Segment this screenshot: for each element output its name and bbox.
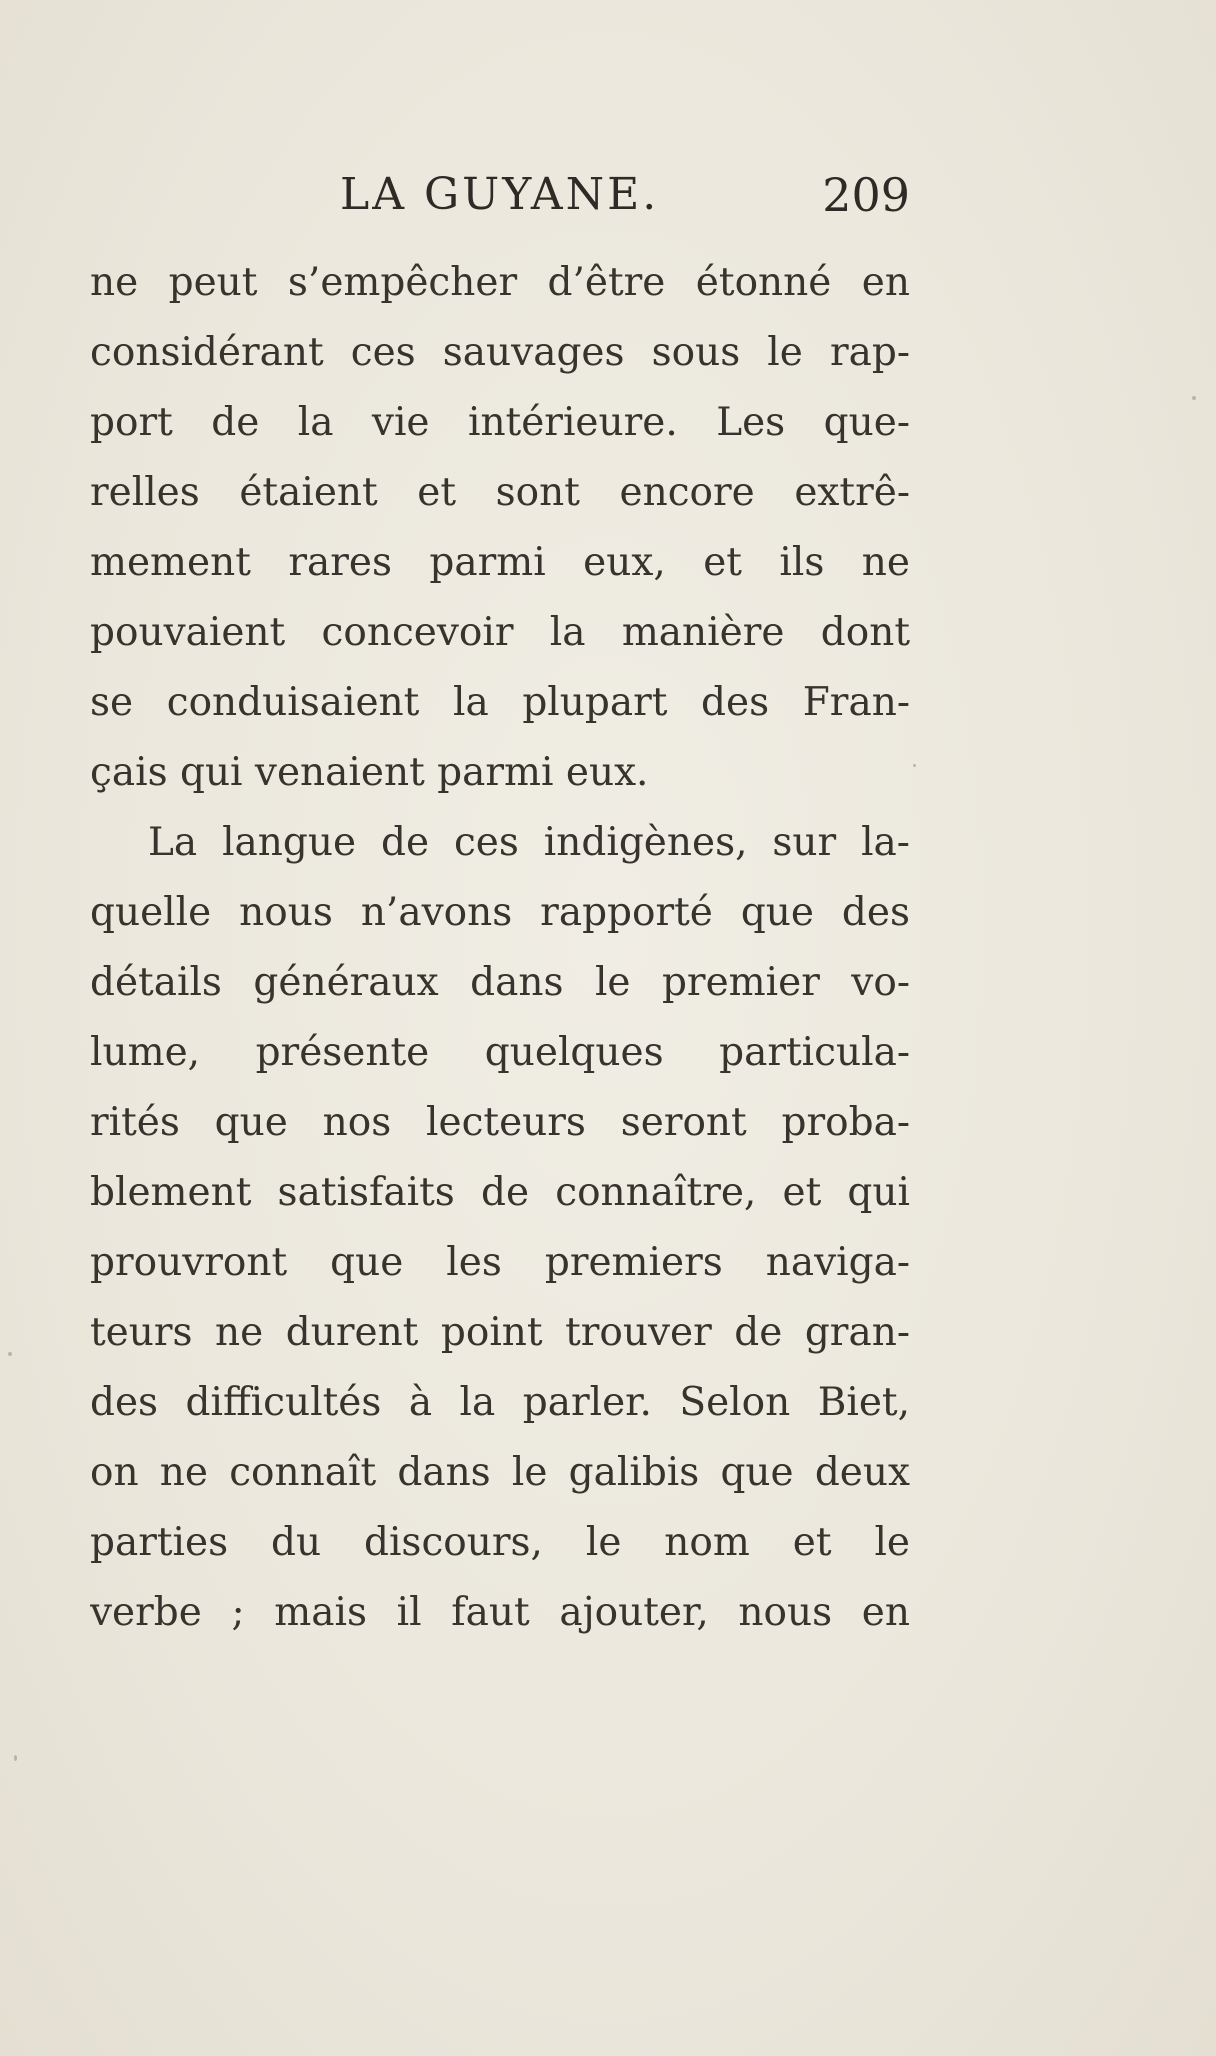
paper-speck bbox=[14, 1755, 17, 1761]
paper-speck bbox=[8, 1352, 12, 1356]
body-text bbox=[90, 248, 910, 1648]
page-header bbox=[90, 160, 910, 230]
text-line: pouvaient concevoir la manière dont bbox=[90, 610, 910, 655]
text-line: blement satisfaits de connaître, et qui bbox=[90, 1170, 910, 1215]
paper-speck bbox=[1192, 396, 1196, 400]
text-line: teurs ne durent point trouver de gran- bbox=[90, 1310, 910, 1355]
text-line: considérant ces sauvages sous le rap- bbox=[90, 330, 910, 375]
text-line: verbe ; mais il faut ajouter, nous en bbox=[90, 1590, 910, 1635]
text-line: La langue de ces indigènes, sur la- bbox=[148, 820, 910, 865]
page-number: 209 bbox=[822, 168, 910, 222]
text-line: quelle nous n’avons rapporté que des bbox=[90, 890, 910, 935]
text-line: çais qui venaient parmi eux. bbox=[90, 750, 649, 795]
text-line: lume, présente quelques particula- bbox=[90, 1030, 910, 1075]
text-line: détails généraux dans le premier vo- bbox=[90, 960, 910, 1005]
text-line: des difficultés à la parler. Selon Biet, bbox=[90, 1380, 910, 1425]
text-line: port de la vie intérieure. Les que- bbox=[90, 400, 910, 445]
running-title: LA GUYANE. bbox=[340, 169, 660, 220]
text-line: mement rares parmi eux, et ils ne bbox=[90, 540, 910, 585]
text-line: on ne connaît dans le galibis que deux bbox=[90, 1450, 910, 1495]
paper-speck bbox=[913, 764, 916, 767]
text-line: relles étaient et sont encore extrê- bbox=[90, 470, 910, 515]
text-line: parties du discours, le nom et le bbox=[90, 1520, 910, 1565]
text-line: ne peut s’empêcher d’être étonné en bbox=[90, 260, 910, 305]
text-line: rités que nos lecteurs seront proba- bbox=[90, 1100, 910, 1145]
text-line: se conduisaient la plupart des Fran- bbox=[90, 680, 910, 725]
text-line: prouvront que les premiers naviga- bbox=[90, 1240, 910, 1285]
